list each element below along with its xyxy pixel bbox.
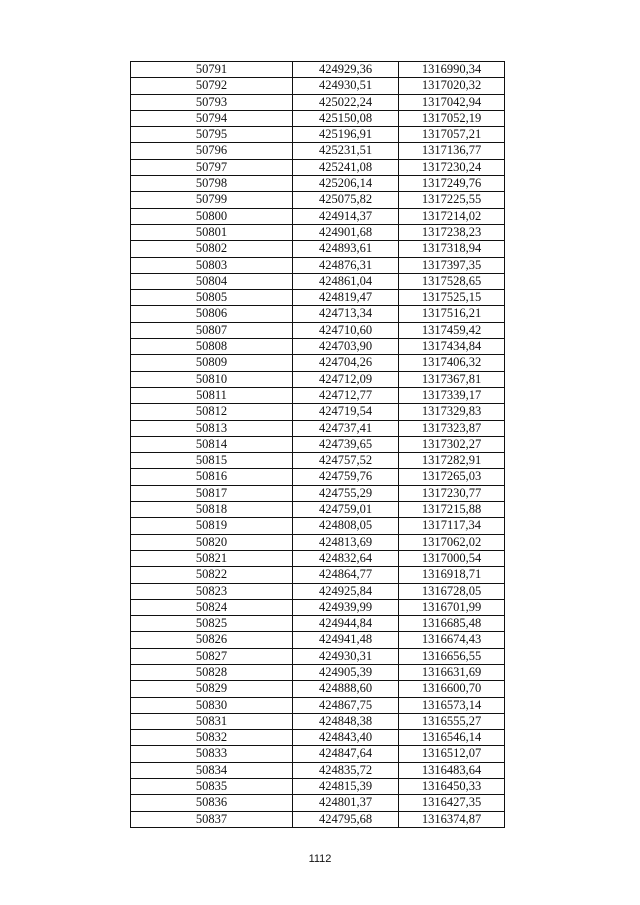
table-row xyxy=(131,143,505,159)
point-number-cell: 50792 xyxy=(131,78,293,94)
y-coordinate-cell: 1317249,76 xyxy=(399,176,505,192)
y-coordinate-cell: 1317052,19 xyxy=(399,110,505,126)
point-number-cell: 50818 xyxy=(131,502,293,518)
y-coordinate-cell: 1316546,14 xyxy=(399,730,505,746)
y-coordinate-cell: 1317265,03 xyxy=(399,469,505,485)
x-coordinate-cell: 424848,38 xyxy=(293,713,399,729)
y-coordinate-cell: 1317516,21 xyxy=(399,306,505,322)
y-coordinate-cell: 1317323,87 xyxy=(399,420,505,436)
table-row xyxy=(131,404,505,420)
y-coordinate-cell: 1317339,17 xyxy=(399,387,505,403)
point-number-cell: 50822 xyxy=(131,567,293,583)
table-row xyxy=(131,110,505,126)
point-number-cell: 50809 xyxy=(131,355,293,371)
point-number-cell: 50795 xyxy=(131,127,293,143)
table-row xyxy=(131,241,505,257)
table-row xyxy=(131,681,505,697)
point-number-cell: 50791 xyxy=(131,62,293,78)
y-coordinate-cell: 1316701,99 xyxy=(399,599,505,615)
table-row xyxy=(131,257,505,273)
table-row xyxy=(131,387,505,403)
y-coordinate-cell: 1317406,32 xyxy=(399,355,505,371)
x-coordinate-cell: 424712,77 xyxy=(293,387,399,403)
y-coordinate-cell: 1316555,27 xyxy=(399,713,505,729)
table-row xyxy=(131,502,505,518)
table-row xyxy=(131,664,505,680)
y-coordinate-cell: 1316656,55 xyxy=(399,648,505,664)
point-number-cell: 50797 xyxy=(131,159,293,175)
y-coordinate-cell: 1317020,32 xyxy=(399,78,505,94)
point-number-cell: 50817 xyxy=(131,485,293,501)
point-number-cell: 50799 xyxy=(131,192,293,208)
table-row xyxy=(131,273,505,289)
table-row xyxy=(131,779,505,795)
point-number-cell: 50800 xyxy=(131,208,293,224)
y-coordinate-cell: 1317230,77 xyxy=(399,485,505,501)
y-coordinate-cell: 1317397,35 xyxy=(399,257,505,273)
table-row xyxy=(131,518,505,534)
table-row xyxy=(131,290,505,306)
y-coordinate-cell: 1317136,77 xyxy=(399,143,505,159)
x-coordinate-cell: 424795,68 xyxy=(293,811,399,827)
x-coordinate-cell: 424843,40 xyxy=(293,730,399,746)
point-number-cell: 50793 xyxy=(131,94,293,110)
point-number-cell: 50804 xyxy=(131,273,293,289)
x-coordinate-cell: 424861,04 xyxy=(293,273,399,289)
y-coordinate-cell: 1317302,27 xyxy=(399,436,505,452)
point-number-cell: 50823 xyxy=(131,583,293,599)
x-coordinate-cell: 424815,39 xyxy=(293,779,399,795)
point-number-cell: 50824 xyxy=(131,599,293,615)
y-coordinate-cell: 1317117,34 xyxy=(399,518,505,534)
x-coordinate-cell: 424893,61 xyxy=(293,241,399,257)
page-number: 1112 xyxy=(308,853,332,865)
y-coordinate-cell: 1317214,02 xyxy=(399,208,505,224)
table-row xyxy=(131,795,505,811)
x-coordinate-cell: 424876,31 xyxy=(293,257,399,273)
table-row xyxy=(131,62,505,78)
y-coordinate-cell: 1317225,55 xyxy=(399,192,505,208)
table-row xyxy=(131,632,505,648)
y-coordinate-cell: 1316685,48 xyxy=(399,616,505,632)
y-coordinate-cell: 1317057,21 xyxy=(399,127,505,143)
x-coordinate-cell: 424712,09 xyxy=(293,371,399,387)
table-row xyxy=(131,176,505,192)
point-number-cell: 50837 xyxy=(131,811,293,827)
table-row xyxy=(131,192,505,208)
y-coordinate-cell: 1317525,15 xyxy=(399,290,505,306)
table-row xyxy=(131,534,505,550)
point-number-cell: 50803 xyxy=(131,257,293,273)
point-number-cell: 50805 xyxy=(131,290,293,306)
x-coordinate-cell: 425075,82 xyxy=(293,192,399,208)
y-coordinate-cell: 1317215,88 xyxy=(399,502,505,518)
table-row xyxy=(131,420,505,436)
table-row xyxy=(131,436,505,452)
x-coordinate-cell: 424759,76 xyxy=(293,469,399,485)
table-row xyxy=(131,811,505,827)
x-coordinate-cell: 425206,14 xyxy=(293,176,399,192)
y-coordinate-cell: 1317230,24 xyxy=(399,159,505,175)
point-number-cell: 50811 xyxy=(131,387,293,403)
y-coordinate-cell: 1316374,87 xyxy=(399,811,505,827)
point-number-cell: 50835 xyxy=(131,779,293,795)
y-coordinate-cell: 1317329,83 xyxy=(399,404,505,420)
point-number-cell: 50815 xyxy=(131,453,293,469)
table-row xyxy=(131,322,505,338)
y-coordinate-cell: 1316573,14 xyxy=(399,697,505,713)
table-row xyxy=(131,616,505,632)
x-coordinate-cell: 424867,75 xyxy=(293,697,399,713)
x-coordinate-cell: 424737,41 xyxy=(293,420,399,436)
y-coordinate-cell: 1317434,84 xyxy=(399,339,505,355)
x-coordinate-cell: 424888,60 xyxy=(293,681,399,697)
table-row xyxy=(131,599,505,615)
y-coordinate-cell: 1316918,71 xyxy=(399,567,505,583)
y-coordinate-cell: 1317367,81 xyxy=(399,371,505,387)
x-coordinate-cell: 424719,54 xyxy=(293,404,399,420)
point-number-cell: 50802 xyxy=(131,241,293,257)
x-coordinate-cell: 424710,60 xyxy=(293,322,399,338)
x-coordinate-cell: 424864,77 xyxy=(293,567,399,583)
point-number-cell: 50828 xyxy=(131,664,293,680)
point-number-cell: 50801 xyxy=(131,224,293,240)
x-coordinate-cell: 424929,36 xyxy=(293,62,399,78)
x-coordinate-cell: 424757,52 xyxy=(293,453,399,469)
table-row xyxy=(131,208,505,224)
point-number-cell: 50820 xyxy=(131,534,293,550)
table-row xyxy=(131,583,505,599)
table-row xyxy=(131,550,505,566)
point-number-cell: 50836 xyxy=(131,795,293,811)
table-row xyxy=(131,697,505,713)
y-coordinate-cell: 1316990,34 xyxy=(399,62,505,78)
x-coordinate-cell: 425231,51 xyxy=(293,143,399,159)
x-coordinate-cell: 424759,01 xyxy=(293,502,399,518)
y-coordinate-cell: 1316512,07 xyxy=(399,746,505,762)
y-coordinate-cell: 1317528,65 xyxy=(399,273,505,289)
table-row xyxy=(131,159,505,175)
x-coordinate-cell: 424813,69 xyxy=(293,534,399,550)
table-row xyxy=(131,224,505,240)
table-row xyxy=(131,713,505,729)
point-number-cell: 50819 xyxy=(131,518,293,534)
x-coordinate-cell: 424835,72 xyxy=(293,762,399,778)
x-coordinate-cell: 424941,48 xyxy=(293,632,399,648)
point-number-cell: 50806 xyxy=(131,306,293,322)
table-row xyxy=(131,762,505,778)
x-coordinate-cell: 424847,64 xyxy=(293,746,399,762)
x-coordinate-cell: 424739,65 xyxy=(293,436,399,452)
point-number-cell: 50830 xyxy=(131,697,293,713)
point-number-cell: 50832 xyxy=(131,730,293,746)
y-coordinate-cell: 1316427,35 xyxy=(399,795,505,811)
y-coordinate-cell: 1317062,02 xyxy=(399,534,505,550)
table-row xyxy=(131,746,505,762)
point-number-cell: 50831 xyxy=(131,713,293,729)
x-coordinate-cell: 424713,34 xyxy=(293,306,399,322)
x-coordinate-cell: 424905,39 xyxy=(293,664,399,680)
x-coordinate-cell: 424930,31 xyxy=(293,648,399,664)
table-row xyxy=(131,648,505,664)
table-row xyxy=(131,94,505,110)
table-row xyxy=(131,78,505,94)
y-coordinate-cell: 1317238,23 xyxy=(399,224,505,240)
table-row xyxy=(131,355,505,371)
x-coordinate-cell: 424832,64 xyxy=(293,550,399,566)
point-number-cell: 50814 xyxy=(131,436,293,452)
point-number-cell: 50813 xyxy=(131,420,293,436)
point-number-cell: 50833 xyxy=(131,746,293,762)
y-coordinate-cell: 1316674,43 xyxy=(399,632,505,648)
point-number-cell: 50825 xyxy=(131,616,293,632)
y-coordinate-cell: 1316483,64 xyxy=(399,762,505,778)
x-coordinate-cell: 424944,84 xyxy=(293,616,399,632)
coordinates-table-body xyxy=(131,62,505,828)
x-coordinate-cell: 425022,24 xyxy=(293,94,399,110)
y-coordinate-cell: 1317282,91 xyxy=(399,453,505,469)
x-coordinate-cell: 425196,91 xyxy=(293,127,399,143)
point-number-cell: 50794 xyxy=(131,110,293,126)
point-number-cell: 50796 xyxy=(131,143,293,159)
x-coordinate-cell: 424755,29 xyxy=(293,485,399,501)
x-coordinate-cell: 424801,37 xyxy=(293,795,399,811)
point-number-cell: 50821 xyxy=(131,550,293,566)
table-row xyxy=(131,127,505,143)
table-row xyxy=(131,453,505,469)
point-number-cell: 50807 xyxy=(131,322,293,338)
point-number-cell: 50808 xyxy=(131,339,293,355)
x-coordinate-cell: 424901,68 xyxy=(293,224,399,240)
table-row xyxy=(131,567,505,583)
y-coordinate-cell: 1316600,70 xyxy=(399,681,505,697)
coordinates-table xyxy=(130,61,505,828)
point-number-cell: 50810 xyxy=(131,371,293,387)
y-coordinate-cell: 1317318,94 xyxy=(399,241,505,257)
x-coordinate-cell: 424819,47 xyxy=(293,290,399,306)
x-coordinate-cell: 424704,26 xyxy=(293,355,399,371)
table-row xyxy=(131,306,505,322)
y-coordinate-cell: 1317042,94 xyxy=(399,94,505,110)
point-number-cell: 50827 xyxy=(131,648,293,664)
y-coordinate-cell: 1316450,33 xyxy=(399,779,505,795)
x-coordinate-cell: 424808,05 xyxy=(293,518,399,534)
point-number-cell: 50798 xyxy=(131,176,293,192)
y-coordinate-cell: 1317459,42 xyxy=(399,322,505,338)
point-number-cell: 50829 xyxy=(131,681,293,697)
x-coordinate-cell: 424914,37 xyxy=(293,208,399,224)
x-coordinate-cell: 425241,08 xyxy=(293,159,399,175)
y-coordinate-cell: 1316631,69 xyxy=(399,664,505,680)
table-row xyxy=(131,485,505,501)
point-number-cell: 50826 xyxy=(131,632,293,648)
table-row xyxy=(131,730,505,746)
x-coordinate-cell: 425150,08 xyxy=(293,110,399,126)
x-coordinate-cell: 424703,90 xyxy=(293,339,399,355)
y-coordinate-cell: 1316728,05 xyxy=(399,583,505,599)
table-row xyxy=(131,339,505,355)
point-number-cell: 50834 xyxy=(131,762,293,778)
x-coordinate-cell: 424939,99 xyxy=(293,599,399,615)
point-number-cell: 50816 xyxy=(131,469,293,485)
x-coordinate-cell: 424925,84 xyxy=(293,583,399,599)
table-row xyxy=(131,371,505,387)
table-row xyxy=(131,469,505,485)
y-coordinate-cell: 1317000,54 xyxy=(399,550,505,566)
x-coordinate-cell: 424930,51 xyxy=(293,78,399,94)
point-number-cell: 50812 xyxy=(131,404,293,420)
